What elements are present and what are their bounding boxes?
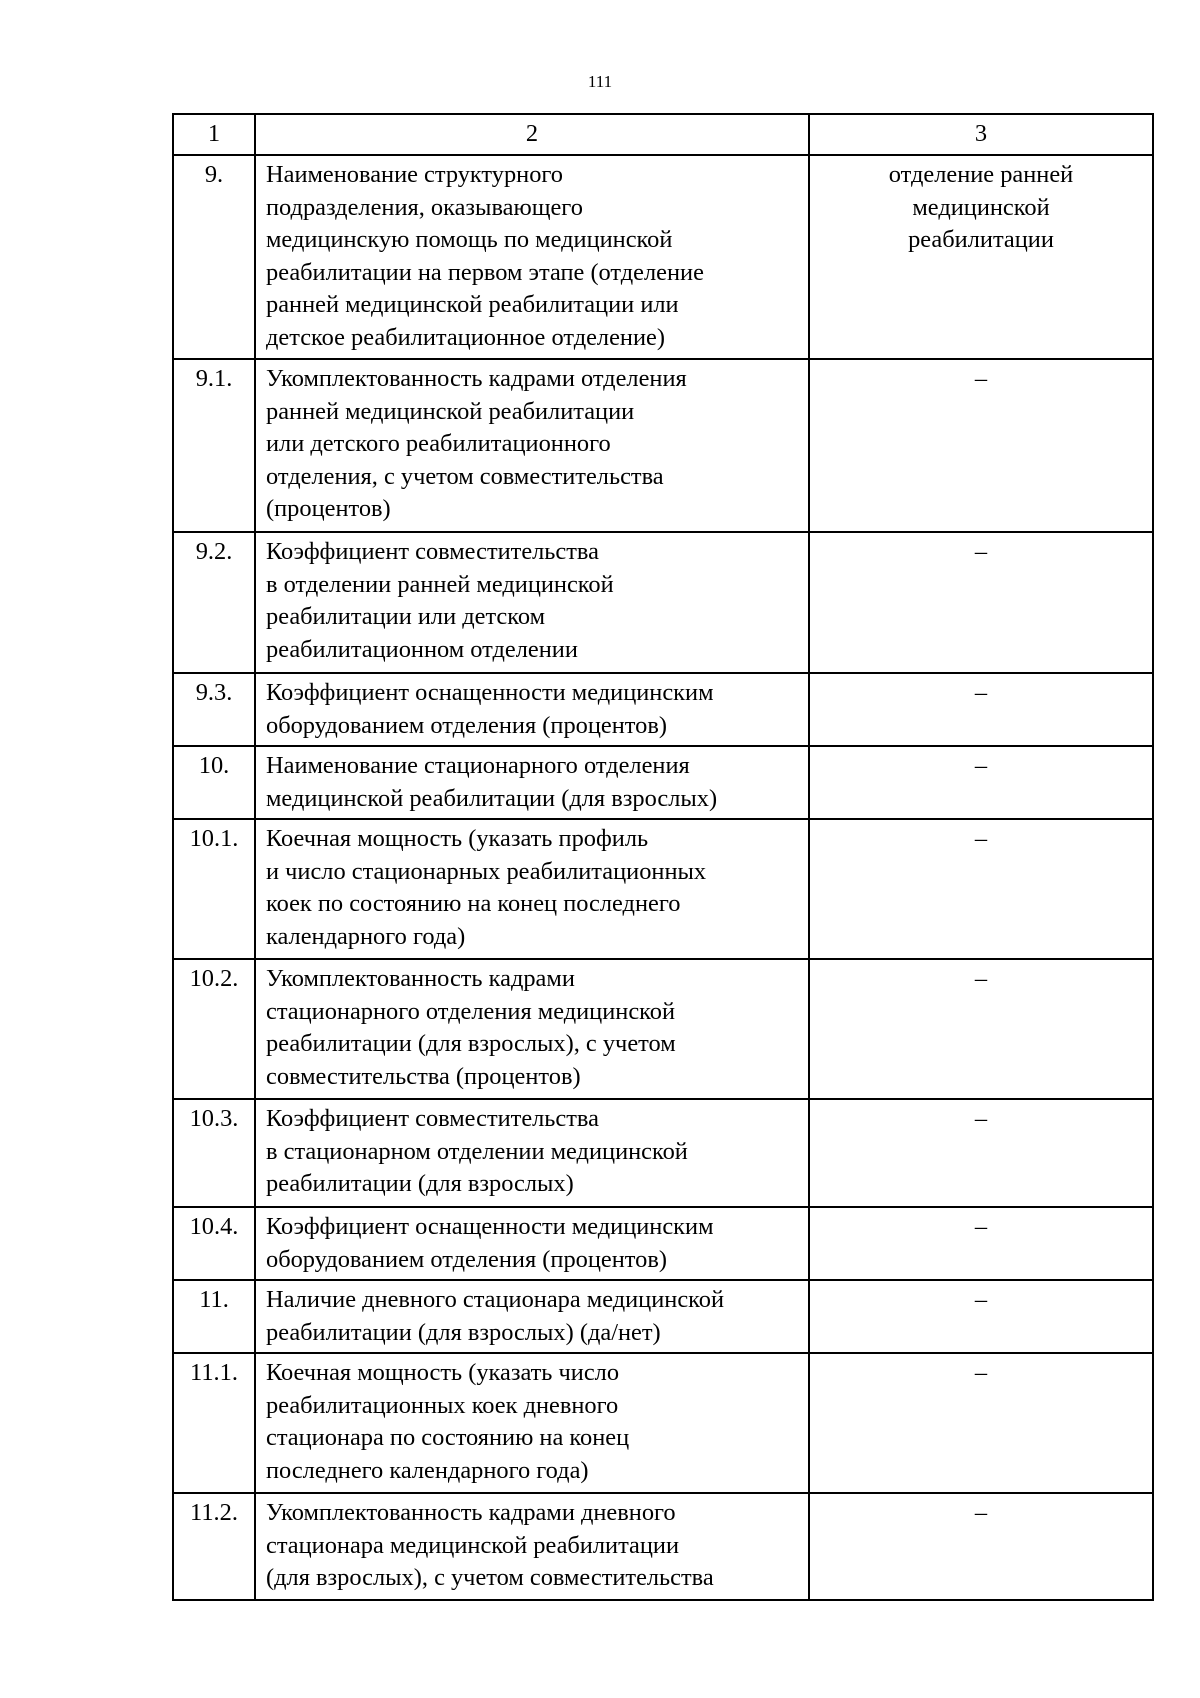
description-line: реабилитации или детском bbox=[266, 603, 546, 631]
value-line: – bbox=[974, 679, 988, 706]
description-line: Коэффициент совместительства bbox=[266, 538, 599, 565]
description-line: (для взрослых), с учетом совместительства bbox=[266, 1564, 714, 1592]
description-line: Укомплектованность кадрами bbox=[266, 965, 575, 992]
table-row bbox=[173, 1280, 1153, 1353]
description-line: и число стационарных реабилитационных bbox=[266, 857, 707, 885]
description-line: в стационарном отделении медицинской bbox=[266, 1137, 688, 1165]
description-line: стационара медицинской реабилитации bbox=[266, 1531, 680, 1559]
value-line: – bbox=[974, 965, 988, 992]
value-line: – bbox=[974, 1499, 988, 1526]
row-value bbox=[809, 1099, 1153, 1207]
row-description bbox=[255, 746, 809, 819]
description-line: реабилитационном отделении bbox=[266, 635, 578, 663]
description-line: коек по состоянию на конец последнего bbox=[266, 890, 681, 918]
table-header-row bbox=[173, 114, 1153, 155]
row-description bbox=[255, 1493, 809, 1600]
column-header-number: 1 bbox=[173, 114, 255, 155]
description-line: Наличие дневного стационара медицинской bbox=[266, 1286, 725, 1313]
description-line: оборудованием отделения (процентов) bbox=[266, 1245, 667, 1273]
description-line: медицинскую помощь по медицинской bbox=[266, 226, 673, 254]
description-line: стационарного отделения медицинской bbox=[266, 997, 676, 1025]
description-line: реабилитации (для взрослых) bbox=[266, 1170, 574, 1198]
row-number: 10.3. bbox=[173, 1099, 255, 1207]
row-number: 9. bbox=[173, 155, 255, 359]
description-line: отделения, с учетом совместительства bbox=[266, 462, 664, 490]
description-line: реабилитации (для взрослых), с учетом bbox=[266, 1030, 676, 1058]
description-line: Наименование структурного bbox=[266, 161, 563, 188]
description-line: Коэффициент совместительства bbox=[266, 1105, 599, 1132]
row-description bbox=[255, 959, 809, 1099]
description-line: оборудованием отделения (процентов) bbox=[266, 711, 667, 739]
description-line: медицинской реабилитации (для взрослых) bbox=[266, 784, 718, 812]
table-row bbox=[173, 959, 1153, 1099]
table-row bbox=[173, 1353, 1153, 1493]
table-row bbox=[173, 819, 1153, 959]
description-line: Коэффициент оснащенности медицинским bbox=[266, 1213, 714, 1240]
row-number: 10.4. bbox=[173, 1207, 255, 1280]
description-line: в отделении ранней медицинской bbox=[266, 570, 614, 598]
row-value bbox=[809, 673, 1153, 746]
row-description bbox=[255, 819, 809, 959]
table-row bbox=[173, 532, 1153, 673]
value-line: – bbox=[974, 825, 988, 852]
description-line: Коэффициент оснащенности медицинским bbox=[266, 679, 714, 706]
row-value bbox=[809, 155, 1153, 359]
description-line: реабилитации на первом этапе (отделение bbox=[266, 258, 704, 286]
row-number: 9.1. bbox=[173, 359, 255, 532]
row-number: 10.1. bbox=[173, 819, 255, 959]
description-line: детское реабилитационное отделение) bbox=[266, 323, 665, 351]
description-line: подразделения, оказывающего bbox=[266, 193, 583, 221]
description-line: Наименование стационарного отделения bbox=[266, 752, 690, 779]
description-line: последнего календарного года) bbox=[266, 1456, 589, 1484]
row-number: 11.2. bbox=[173, 1493, 255, 1600]
table-row bbox=[173, 746, 1153, 819]
document-table bbox=[172, 113, 1154, 1601]
row-value bbox=[809, 1207, 1153, 1280]
description-line: (процентов) bbox=[266, 495, 391, 523]
value-line: – bbox=[974, 1286, 988, 1313]
description-line: совместительства (процентов) bbox=[266, 1062, 581, 1090]
value-line: – bbox=[974, 752, 988, 779]
description-line: Коечная мощность (указать число bbox=[266, 1359, 620, 1386]
table-row bbox=[173, 1207, 1153, 1280]
table-row bbox=[173, 1493, 1153, 1600]
description-line: Укомплектованность кадрами дневного bbox=[266, 1499, 676, 1526]
description-line: реабилитационных коек дневного bbox=[266, 1391, 619, 1419]
description-line: ранней медицинской реабилитации или bbox=[266, 291, 679, 319]
description-line: Коечная мощность (указать профиль bbox=[266, 825, 649, 852]
row-number: 10.2. bbox=[173, 959, 255, 1099]
row-value bbox=[809, 532, 1153, 673]
page-number: 111 bbox=[587, 72, 613, 91]
column-header-indicator: 2 bbox=[255, 114, 809, 155]
value-line: – bbox=[974, 365, 988, 392]
table-row bbox=[173, 359, 1153, 532]
row-value bbox=[809, 1493, 1153, 1600]
description-line: или детского реабилитационного bbox=[266, 430, 611, 458]
description-line: ранней медицинской реабилитации bbox=[266, 397, 635, 425]
row-value bbox=[809, 1353, 1153, 1493]
row-value bbox=[809, 359, 1153, 532]
row-value bbox=[809, 959, 1153, 1099]
row-number: 11.1. bbox=[173, 1353, 255, 1493]
description-line: календарного года) bbox=[266, 922, 466, 950]
description-line: стационара по состоянию на конец bbox=[266, 1424, 630, 1452]
row-value bbox=[809, 746, 1153, 819]
table-row bbox=[173, 155, 1153, 359]
value-line: отделение ранней bbox=[888, 161, 1074, 188]
value-line: медицинской bbox=[912, 193, 1050, 221]
row-description bbox=[255, 359, 809, 532]
row-number: 9.2. bbox=[173, 532, 255, 673]
row-value bbox=[809, 1280, 1153, 1353]
value-line: – bbox=[974, 1359, 988, 1386]
row-description bbox=[255, 1280, 809, 1353]
row-description bbox=[255, 532, 809, 673]
value-line: – bbox=[974, 1213, 988, 1240]
description-line: реабилитации (для взрослых) (да/нет) bbox=[266, 1318, 661, 1346]
row-value bbox=[809, 819, 1153, 959]
description-line: Укомплектованность кадрами отделения bbox=[266, 365, 687, 392]
value-line: – bbox=[974, 538, 988, 565]
row-number: 10. bbox=[173, 746, 255, 819]
row-description bbox=[255, 673, 809, 746]
value-line: – bbox=[974, 1105, 988, 1132]
value-line: реабилитации bbox=[908, 226, 1054, 254]
row-description bbox=[255, 155, 809, 359]
table-row bbox=[173, 673, 1153, 746]
row-number: 9.3. bbox=[173, 673, 255, 746]
table-row bbox=[173, 1099, 1153, 1207]
row-number: 11. bbox=[173, 1280, 255, 1353]
column-header-value: 3 bbox=[809, 114, 1153, 155]
row-description bbox=[255, 1353, 809, 1493]
row-description bbox=[255, 1099, 809, 1207]
row-description bbox=[255, 1207, 809, 1280]
